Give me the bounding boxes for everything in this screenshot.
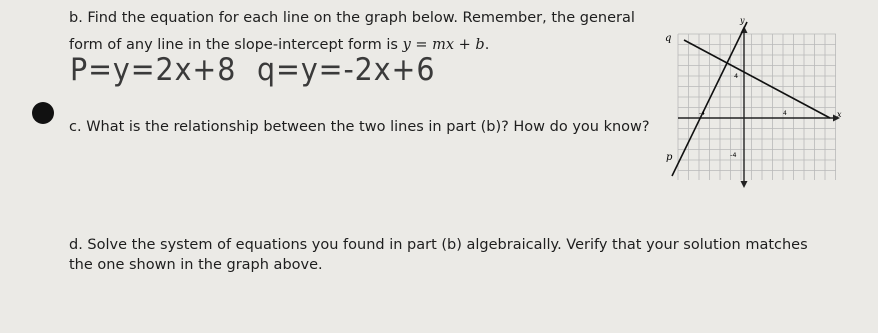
part-b-line2-prefix: form of any line in the slope-intercept form is: [69, 37, 403, 53]
y-axis-arrow-down: [741, 181, 748, 188]
tick-label-x-pos4: 4: [783, 110, 787, 117]
line-p-label: p: [666, 152, 673, 163]
tick-label-y-pos4: 4: [734, 72, 739, 80]
tick-label-y-neg4: -4: [730, 151, 737, 159]
line-q-label: q: [665, 33, 672, 44]
graph-grid: [678, 34, 836, 180]
x-axis-label: x: [837, 110, 842, 119]
y-axis-label: y: [740, 16, 745, 25]
handwritten-answer-q: q=y=-2x+6: [257, 52, 436, 88]
part-d-line2: the one shown in the graph above.: [69, 257, 323, 273]
bullet-marker: [32, 102, 54, 124]
coordinate-graph: [650, 14, 865, 204]
slope-intercept-formula: y = mx + b: [402, 37, 485, 53]
part-b-line1: b. Find the equation for each line on the graph below. Remember, the general: [69, 10, 635, 26]
handwritten-answer-p: P=y=2x+8: [70, 52, 237, 88]
tick-label-x-neg4: -4: [699, 110, 705, 117]
part-c-question: c. What is the relationship between the two lines in part (b)? How do you know?: [69, 119, 650, 135]
part-d-line1: d. Solve the system of equations you found in part (b) algebraically. Verify that your solution matches: [69, 237, 808, 253]
part-b-line2-suffix: .: [484, 37, 490, 53]
